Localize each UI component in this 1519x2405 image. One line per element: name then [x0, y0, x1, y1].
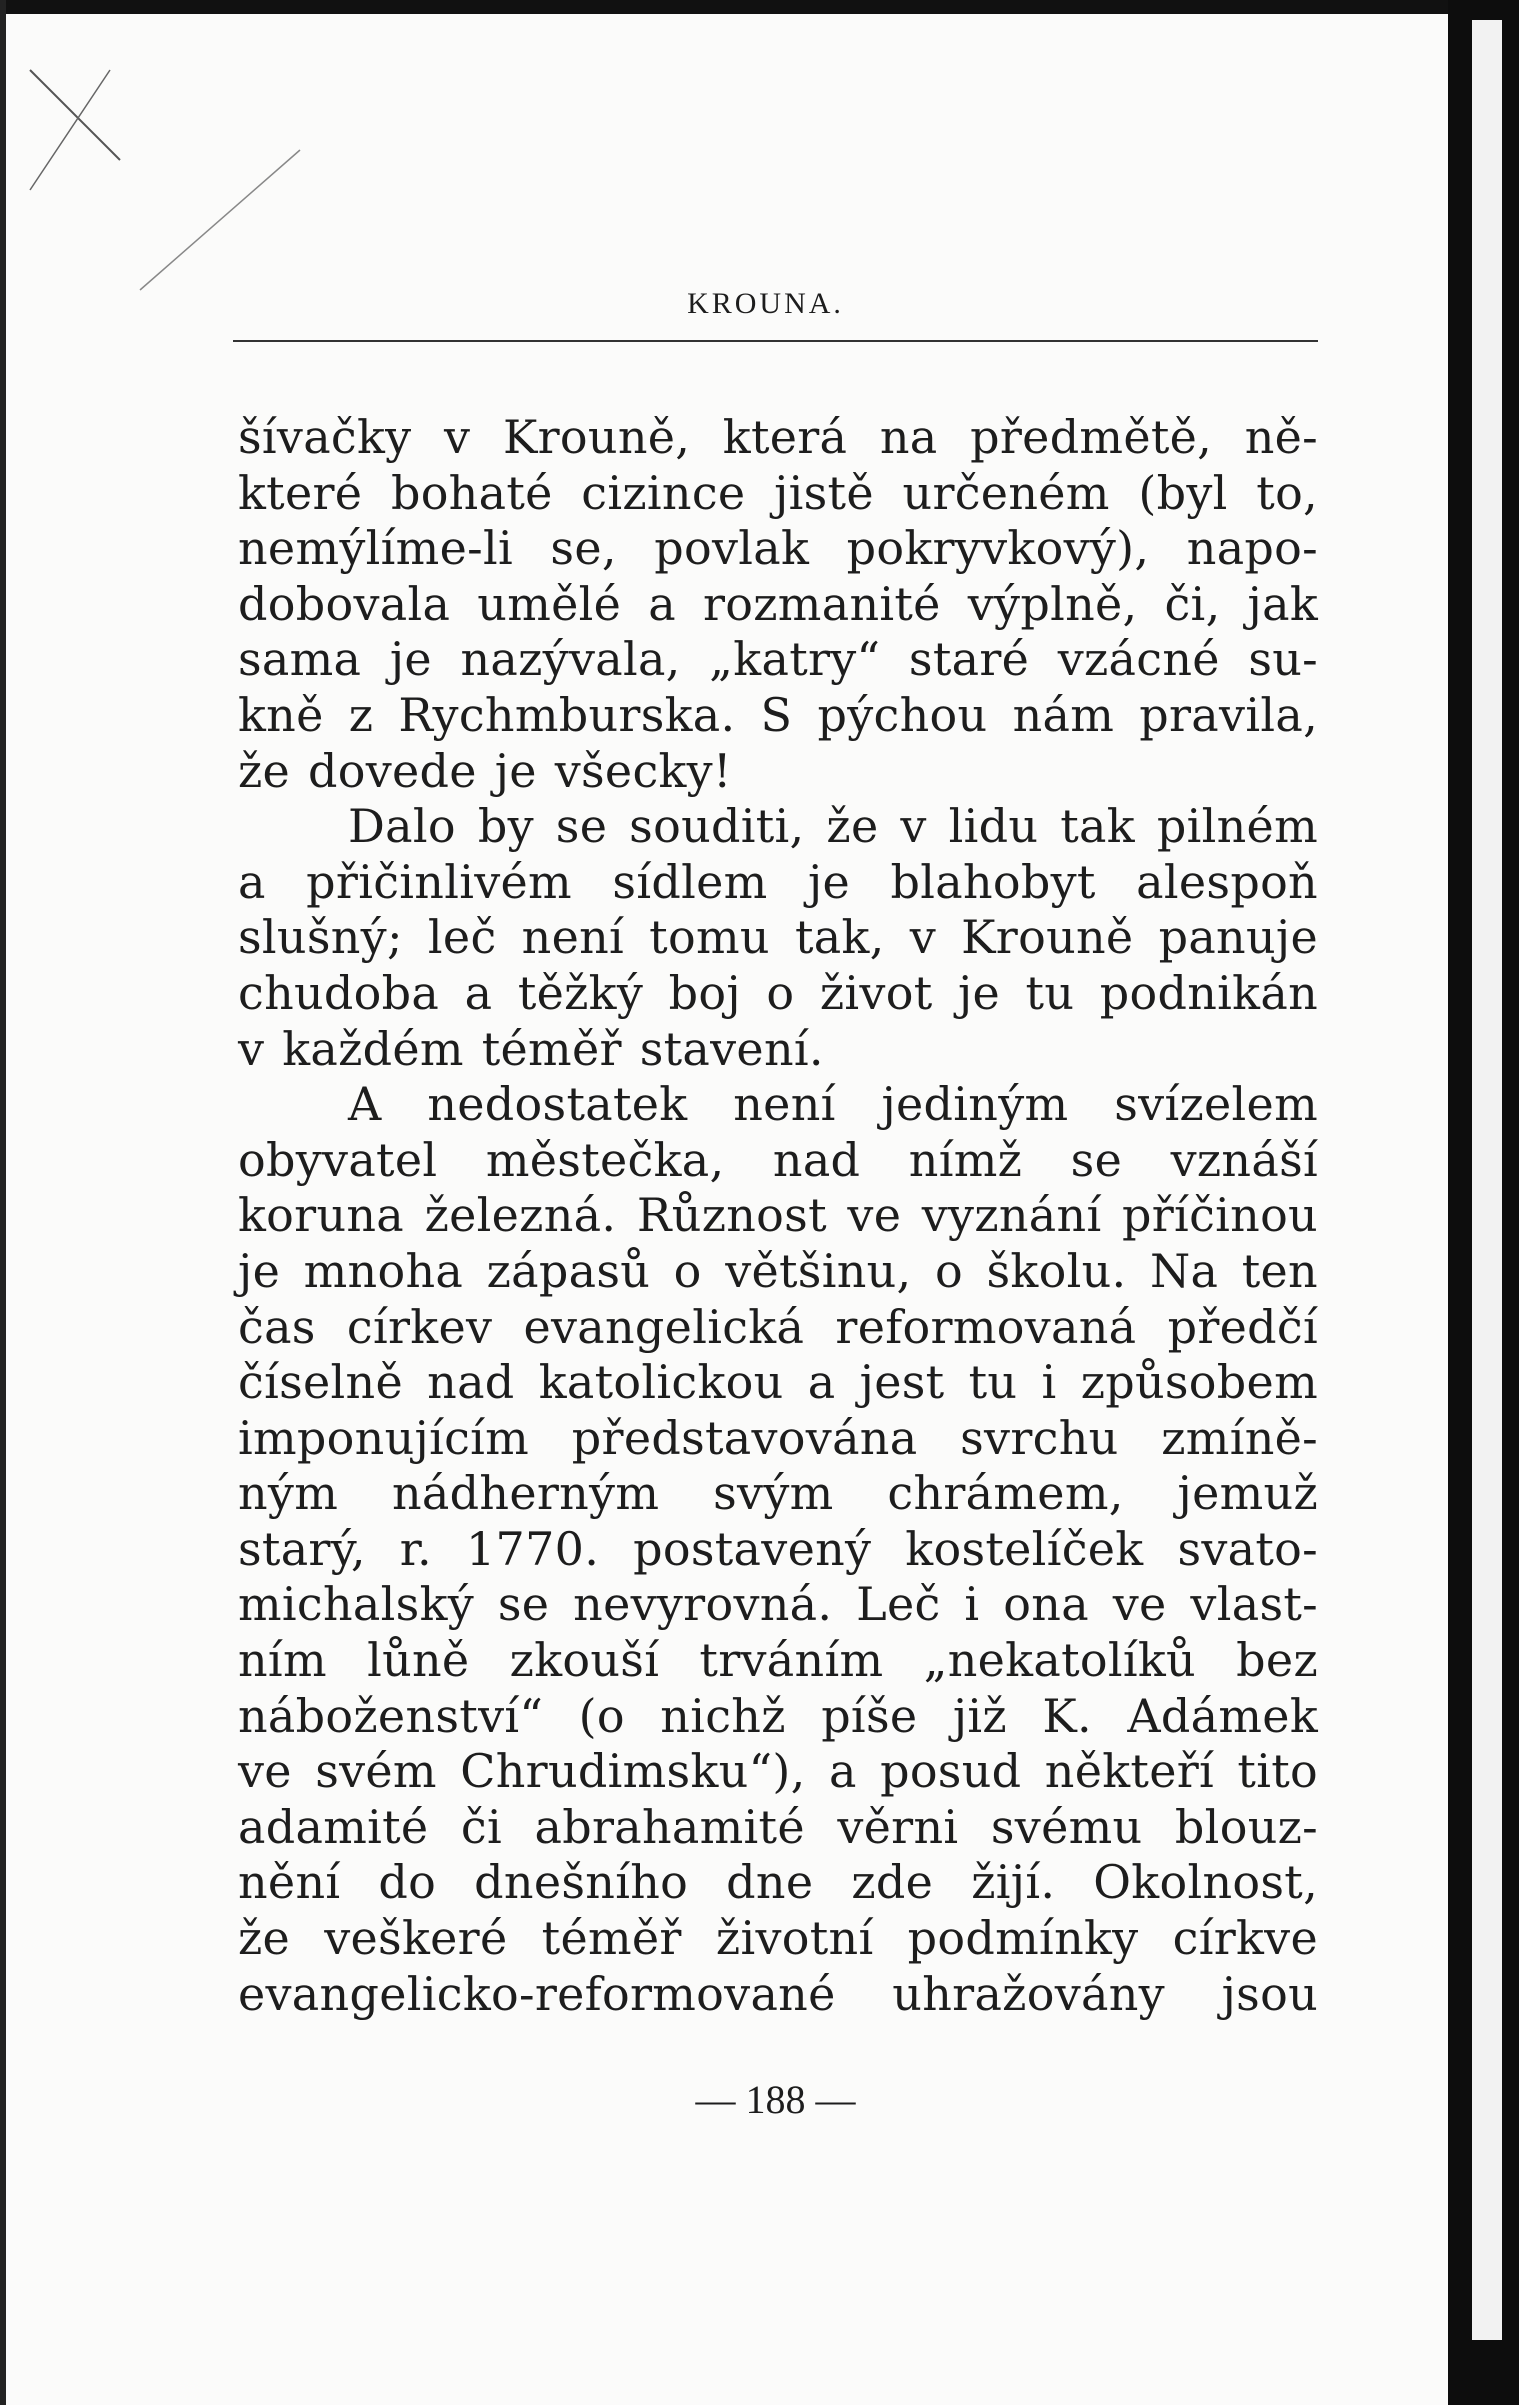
text-line: slušný; leč není tomu tak, v Krouně panuje: [238, 910, 1318, 965]
text-line: michalský se nevyrovná. Leč i ona ve vlast-: [238, 1577, 1318, 1632]
text-line: a přičinlivém sídlem je blahobyt alespoň: [238, 854, 1318, 909]
text-line: obyvatel městečka, nad nímž se vznáší: [238, 1132, 1318, 1187]
text-line: ním lůně zkouší trváním „nekatolíků bez: [238, 1633, 1318, 1688]
text-line: že veškeré téměř životní podmínky církve: [238, 1911, 1318, 1966]
scan-right-margin-strip: [1472, 20, 1502, 2340]
text-line: Dalo by se souditi, že v lidu tak pilném: [348, 799, 1318, 854]
text-line: A nedostatek není jediným svízelem: [348, 1077, 1318, 1132]
text-line: šívačky v Krouně, která na předmětě, ně-: [238, 410, 1318, 464]
text-line: číselně nad katolickou a jest tu i způsobem: [238, 1355, 1318, 1410]
text-line: adamité či abrahamité věrni svému blouz-: [238, 1799, 1318, 1854]
text-line: nění do dnešního dne zde žijí. Okolnost,: [238, 1855, 1318, 1910]
text-line: ným nádherným svým chrámem, jemuž: [238, 1466, 1318, 1521]
text-line: sama je nazývala, „katry“ staré vzácné su-: [238, 632, 1318, 687]
text-line: náboženství“ (o nichž píše již K. Adámek: [238, 1688, 1318, 1743]
text-line: v každém téměř stavení.: [238, 1021, 824, 1076]
text-line: je mnoha zápasů o většinu, o školu. Na ten: [238, 1243, 1318, 1298]
text-line: nemýlíme-li se, povlak pokryvkový), napo-: [238, 521, 1318, 576]
text-line: že dovede je všecky!: [238, 743, 732, 798]
text-line: koruna železná. Různost ve vyznání příčinou: [238, 1188, 1318, 1243]
body-text: [238, 410, 1318, 2022]
text-line: dobovala umělé a rozmanité výplně, či, jak: [238, 576, 1318, 631]
text-line: starý, r. 1770. postavený kostelíček svato-: [238, 1521, 1318, 1576]
page-number-text: — 188 —: [695, 2077, 856, 2122]
text-line: chudoba a těžký boj o život je tu podnikán: [238, 965, 1318, 1020]
text-line: imponujícím představována svrchu zmíně-: [238, 1410, 1318, 1465]
text-line: evangelicko-reformované uhražovány jsou: [238, 1966, 1318, 2021]
text-line: kně z Rychmburska. S pýchou nám pravila,: [238, 687, 1318, 742]
header-rule: [233, 340, 1318, 342]
page-number: [0, 2076, 1519, 2123]
running-head: [0, 287, 1519, 321]
text-line: ve svém Chrudimsku“), a posud někteří tito: [238, 1744, 1318, 1799]
running-head-text: KROUNA.: [687, 287, 844, 320]
text-line: které bohaté cizince jistě určeném (byl to,: [238, 465, 1318, 520]
text-line: čas církev evangelická reformovaná předčí: [238, 1299, 1318, 1354]
